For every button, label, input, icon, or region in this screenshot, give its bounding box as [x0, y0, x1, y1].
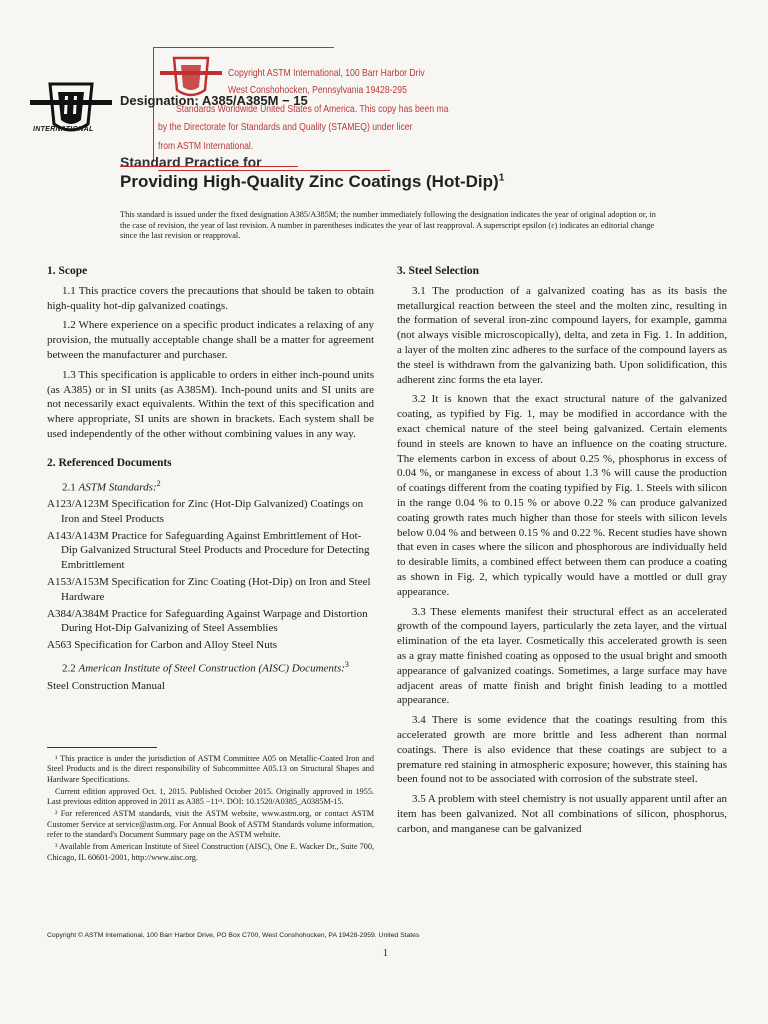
page-title: [120, 172, 504, 192]
para-3-4: 3.4 There is some evidence that the coatings resulting from this accelerated growth are more brittle and less adherent than normal coatings. There is also evidence that these coatings are subject to a premature red staining in atmospheric exposure; however, this staining has been found not to be associated with corrosion of the substrate steel.: [397, 714, 727, 786]
footnote-1: ¹ This practice is under the jurisdiction of ASTM Committee A05 on Metallic-Coated Iron and Steel Products and is the direct responsibility of Subcommittee A05.13 on Structural Shapes and Hardware Specifications.: [47, 754, 374, 784]
strikethrough-line: [120, 166, 298, 167]
scope-heading: 1. Scope: [47, 265, 88, 277]
footnote-2: ² For referenced ASTM standards, visit the ASTM website, www.astm.org, or contact ASTM Customer Service at service@astm.org. For Annual Book of ASTM Standards volume information, refer to the standard's Document Summary page on the ASTM website.: [47, 809, 374, 840]
standard-practice-label: Standard Practice for: [120, 154, 262, 170]
para-3-3: 3.3 These elements manifest their structural effect as an accelerated growth of the compound layers, particularly the zeta layer, and the virtual elimination of the eta layer. Cosmetically this accelerated growth is seen as a gray matte finished coating as opposed to the usual bright and smooth appearance of galvanized coatings. Sometimes, a large surface may have adjacent areas of matte finish and bright finish leading to a mottled appearance.: [397, 605, 727, 707]
stamp-underline: [158, 170, 390, 171]
left-column: [47, 264, 374, 694]
para-2-2-number: 2.2: [62, 662, 79, 675]
footnote-1-edition: Current edition approved Oct. 1, 2015. Published October 2015. Originally approved in 1955. Last previous edition approved in 2011 as A385 −11ᵋ¹. DOI: 10.1520/A0385_A0385M-15.: [47, 786, 374, 807]
para-2-1: [47, 477, 374, 495]
para-3-2: 3.2 It is known that the exact structural nature of the galvanized coating, as typified by Fig. 1, may be modified in accordance with the exact chemical nature of the steel being galvanized. Certain elements found in steels are known to have an influence on the coating structure. The elements carbon in excess of about 0.25 %, phosphorus in excess of 0.04 %, or manganese in excess of about 1.3 % will cause the production of coatings different from the coating typified by Fig. 1. Steels with silicon in the range 0.04 % to 0.15 % or above 0.22 % can produce galvanized coating growth rates much higher than those for steels with silicon levels below 0.04 % and between 0.15 % and 0.22 %. Recent studies have shown that even in cases where the silicon and phosphorous are individually held to desirable limits, a combined effect between them can produce a coating as shown in Fig. 2, which typically would have a mottled or dull gray appearance.: [397, 393, 727, 598]
para-3-5: 3.5 A problem with steel chemistry is not usually apparent until after an item has been galvanized. Not all combinations of silicon, phosphorus, carbon, and manganese can be galvanized: [397, 793, 727, 835]
ref-steel-construction-manual: Steel Construction Manual: [47, 680, 165, 693]
ref-a123: A123/A123M Specification for Zinc (Hot-Dip Galvanized) Coatings on Iron and Steel Products: [47, 498, 364, 525]
ref-a153: A153/A153M Specification for Zinc Coating (Hot-Dip) on Iron and Steel Hardware: [47, 576, 371, 603]
para-2-2: [47, 658, 374, 676]
ref-a384: A384/A384M Practice for Safeguarding Against Warpage and Distortion During Hot-Dip Galvanizing of Steel Assemblies: [47, 607, 368, 635]
ref-a143: A143/A143M Practice for Safeguarding Against Embrittlement of Hot-Dip Galvanized Structural Steel Products and Procedure for Detecting Embrittlement: [47, 529, 370, 572]
aisc-documents-label: American Institute of Steel Construction (AISC) Documents:: [78, 662, 345, 675]
page-number: 1: [383, 948, 388, 959]
footnote-rule: [47, 747, 157, 748]
footer-copyright: Copyright © ASTM International, 100 Barr Harbor Drive, PO Box C700, West Conshohocken, PA 19428-2959. United States: [47, 932, 420, 939]
stamp-line-5: from ASTM International.: [158, 140, 254, 152]
footnotes: [47, 754, 374, 865]
title-text: Providing High-Quality Zinc Coatings (Hot-Dip): [120, 172, 499, 191]
stamp-line-4: by the Directorate for Standards and Quality (STAMEQ) under licer: [158, 121, 413, 133]
para-2-1-number: 2.1: [62, 481, 79, 494]
para-1-1: 1.1 This practice covers the precautions that should be taken to obtain high-quality hot-dip galvanized coatings.: [47, 284, 374, 312]
designation: Designation: A385/A385M − 15: [120, 93, 308, 108]
astm-standards-label: ASTM Standards:: [78, 481, 157, 494]
stamp-line-1: Copyright ASTM International, 100 Barr Harbor Driv: [228, 67, 425, 79]
footnote-mark-2: 2: [156, 478, 161, 488]
referenced-documents-heading: 2. Referenced Documents: [47, 456, 172, 469]
issued-note: This standard is issued under the fixed designation A385/A385M; the number immediately following the designation indicates the year of original adoption or, in the case of revision, the year of last revision. A number in parentheses indicates the year of last reapproval. A superscript epsilon (ε) indicates an editorial change since the last revision or reapproval.: [120, 210, 656, 240]
international-label: INTERNATIONAL: [33, 126, 94, 133]
para-1-2: 1.2 Where experience on a specific product indicates a relaxing of any provision, the mutually acceptable change shall be a matter for agreement between the manufacturer and purchaser.: [47, 319, 374, 361]
title-footnote-mark: 1: [498, 172, 505, 184]
footnote-3: ³ Available from American Institute of Steel Construction (AISC), One E. Wacker Dr., Suite 700, Chicago, IL 60601-2001, http://www.aisc.org.: [47, 842, 374, 862]
ref-a563: A563 Specification for Carbon and Alloy Steel Nuts: [47, 639, 278, 652]
footnote-mark-3: 3: [344, 659, 349, 669]
para-1-3: 1.3 This specification is applicable to orders in either inch-pound units (as A385) or in SI units (as A385M). Inch-pound units and SI units are not necessarily exact equivalents. Within the text of this specification and where appropriate, SI units are shown in brackets. Each system shall be used independently of the other without combining values in any way.: [47, 368, 374, 440]
stamp-line-3: Standards Worldwide United States of America. This copy has been ma: [176, 103, 449, 115]
stamp-line-2: West Conshohocken, Pennsylvania 19428-295: [228, 84, 407, 96]
right-column: [397, 264, 727, 836]
steel-selection-heading: 3. Steel Selection: [397, 265, 480, 277]
para-3-1: 3.1 The production of a galvanized coating has as its basis the metallurgical reaction between the steel and the molten zinc, resulting in the formation of several iron-zinc compound layers, for example, gamma (not always visible microscopically), delta, and zeta in Fig. 1. In addition, a layer of the molten zinc adheres to the surface of the compound layers as the steel is withdrawn from the galvanizing bath. Upon solidification, this adherent zinc forms the eta layer.: [397, 284, 727, 386]
